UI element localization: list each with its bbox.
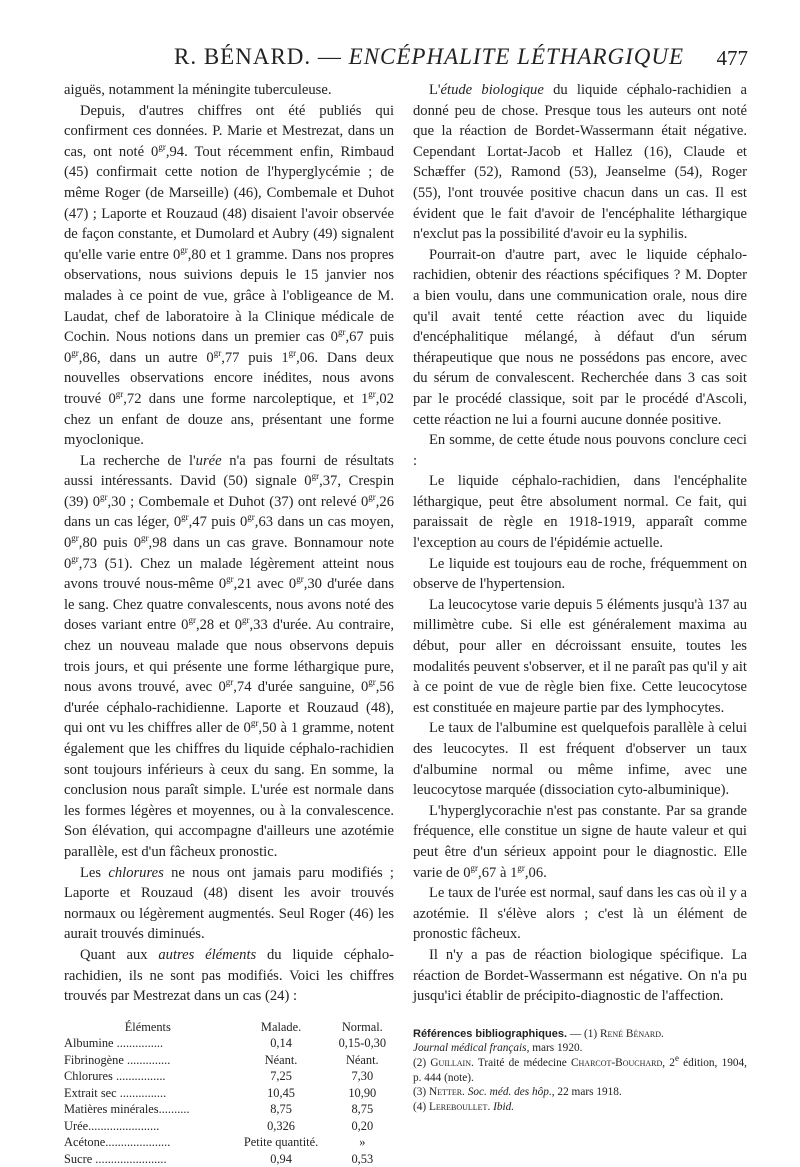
paragraph: aiguës, notamment la méningite tuberculeuse. bbox=[64, 82, 332, 98]
paragraph: L'hyperglycorachie n'est pas constante. Par sa grande fréquence, elle constitue un signe de haute valeur et qui peut être d'un sérieux appoint pour le diagnostic. Elle varie de $0^{gr},67$ à $1^{gr},06$. bbox=[413, 802, 747, 881]
page-number: 477 bbox=[716, 46, 748, 70]
paragraph: Le taux de l'albumine est quelquefois parallèle à celui des leucocytes. Il est fréquent d'observer un taux d'albumine normal ou même infime, avec une leucocytose marquée (dissociation cyto-albuminique). bbox=[413, 720, 747, 799]
paragraph: Pourrait-on d'autre part, avec le liquide céphalo-rachidien, obtenir des réactions spécifiques ? M. Dopter a bien voulu, dans une communication orale, nous dire qu'il avait tenté cette réaction avec du liquide d'encéphalitique mélangé, à défaut d'un sérum thérapeutique que nous ne possédons pas encore, avec du sérum de convalescent. Recherchée dans 3 cas soit par le procédé classique, soit par le procédé d'Ascoli, cette réaction ne lui a fourni aucune donnée positive. bbox=[413, 246, 747, 428]
paragraph: Le liquide est toujours eau de roche, fréquemment on observe de l'hypertension. bbox=[413, 555, 747, 593]
reference-item: Références bibliographiques. — (1) René Bénard. Journal médical français, mars 1920. bbox=[413, 1027, 664, 1055]
references-title: Références bibliographiques. bbox=[413, 1027, 568, 1040]
header-author: R. BÉNARD. — bbox=[174, 44, 349, 69]
table-header-row bbox=[64, 1019, 394, 1036]
table-row: Acétone..................... Petite quantité. » bbox=[64, 1135, 366, 1150]
table-row: Chlorures ................ 7,25 7,30 bbox=[64, 1069, 374, 1084]
csf-results-table bbox=[64, 1019, 394, 1167]
references bbox=[413, 1027, 747, 1115]
reference-item: (3) Netter. Soc. méd. des hôp., 22 mars 1918. bbox=[413, 1086, 622, 1099]
right-column bbox=[413, 80, 747, 1114]
paragraph: Le liquide céphalo-rachidien, dans l'encéphalite léthargique, peut être absolument normal. Ce fait, qui paraissait de règle en 1918-1919, apparaît comme l'exception au cours de l'épidémie actuelle. bbox=[413, 473, 747, 552]
left-column bbox=[64, 80, 394, 1167]
paragraph: Les chlorures ne nous ont jamais paru modifiés ; Laporte et Rouzaud (48) disent les avoir trouvés normaux ou légèrement augmentés. Seul Roger (46) les aurait trouvés diminués. bbox=[64, 864, 394, 943]
table-row: Fibrinogène .............. Néant. Néant. bbox=[64, 1052, 379, 1067]
reference-item: (4) Lereboullet. Ibid. bbox=[413, 1100, 515, 1113]
paragraph: Le taux de l'urée est normal, sauf dans les cas où il y a azotémie. Il s'élève alors ; c'est là un élément de pronostic fâcheux. bbox=[413, 885, 747, 943]
paragraph: La leucocytose varie depuis 5 éléments jusqu'à 137 au millimètre cube. Si elle est généralement maxima au début, pour aller en décroissant ensuite, toutes les modalités peuvent s'observer, et il ne paraît pas qu'il y ait à ce point de vue de règle bien fixe. Cette leucocytose est constituée en majeure partie par des lymphocytes. bbox=[413, 596, 747, 716]
paragraph: Il n'y a pas de réaction biologique spécifique. La réaction de Bordet-Wassermann est négative. On n'a pu jusqu'ici établir de précipito-diagnostic de l'affection. bbox=[413, 946, 747, 1005]
paragraph: La recherche de l'urée n'a pas fourni de résultats aussi intéressants. David (50) signale $0^{gr},37$, Crespin (39) $0^{gr},30$ ; Combemale et Duhot (37) ont relevé $0^{gr},26$ dans un cas léger, $0^{gr},47$ puis $0^{gr},63$ dans un cas moyen, $0^{gr},80$ puis $0^{gr},98$ dans un cas grave. Bonnamour note $0^{gr},73$ (51). Chez un malade légèrement atteint nous avons trouvé nous-même $0^{gr},21$ avec $0^{gr},30$ d'urée dans le sang. Chez quatre convalescents, nous avons noté des doses variant entre $0^{gr},28$ et $0^{gr},33$ d'urée. Au contraire, chez un nouveau malade que nous observons depuis trois jours, et qui présente une forme léthargique pure, nous avons trouvé, avec $0^{gr},74$ d'urée sanguine, $0^{gr},56$ d'urée céphalo-rachidienne. Laporte et Rouzaud (48), qui ont vu les chiffres aller de $0^{gr},50$ à 1 gramme, notent également que les chiffres du liquide céphalo-rachidien sont toujours inférieurs à ceux du sang. En somme, la conclusion nous paraît simple. L'urée est normale dans les formes légères et moyennes, ou à la convalescence. Son élévation, qui accompagne d'ailleurs une azotémie parallèle, est d'un fâcheux pronostic. bbox=[64, 452, 395, 860]
table-header: Malade. bbox=[260, 1019, 302, 1034]
table-header: Normal. bbox=[341, 1019, 383, 1034]
running-title bbox=[174, 44, 684, 70]
table-row: Sucre ....................... 0,94 0,53 bbox=[64, 1151, 374, 1166]
running-header bbox=[64, 44, 748, 76]
paragraph: Quant aux autres éléments du liquide céphalo-rachidien, ils ne sont pas modifiés. Voici les chiffres trouvés par Mestrezat dans un cas (24) : bbox=[64, 946, 394, 1005]
header-title: ENCÉPHALITE LÉTHARGIQUE bbox=[348, 44, 685, 69]
table-header: Éléments bbox=[124, 1019, 171, 1034]
table-row: Extrait sec ............... 10,45 10,90 bbox=[64, 1085, 377, 1100]
paragraph: Depuis, d'autres chiffres ont été publiés qui confirment ces données. P. Marie et Mestrezat, dans un cas, ont noté $0^{gr},94$. Tout récemment enfin, Rimbaud (45) confirmait cette notion de l'hyperglycémie ; de même Roger (de Marseille) (46), Combemale et Duhot (47) ; Laporte et Rouzaud (48) disaient l'avoir observée de façon constante, et Dumolard et Aubry (49) signalent qu'elle varie entre $0^{gr},80$ et 1 gramme. Dans nos propres observations, nous suivions depuis le 15 janvier nos malades à ce point de vue, grâce à l'obligeance de M. Laudat, chef de laboratoire à la Clinique médicale de Cochin. Nous notions dans un premier cas $0^{gr},67$ puis $0^{gr},86$, dans un autre $0^{gr},77$ puis $1^{gr},06$. Dans deux nouvelles observations encore inédites, nous avons trouvé $0^{gr},72$ dans une forme narcoleptique, et $1^{gr},02$ chez un enfant de douze ans, présentant une forme myoclonique. bbox=[64, 102, 394, 449]
table-row: Urée....................... 0,326 0,20 bbox=[64, 1118, 374, 1133]
paragraph: L'étude biologique du liquide céphalo-rachidien a donné peu de chose. Presque tous les auteurs ont noté que la réaction de Bordet-Wassermann était négative. Cependant Lortat-Jacob et Hallez (16), Claude et Schæffer (52), Ramond (53), Jeanselme (54), Roger (55), l'ont trouvée positive chacun dans un cas. Il est évident que le fait d'avoir de l'encéphalite léthargique n'exclut pas la possibilité d'avoir eu la syphilis. bbox=[413, 82, 747, 243]
table-row: Albumine ............... 0,14 0,15-0,30 bbox=[64, 1036, 387, 1051]
paragraph: En somme, de cette étude nous pouvons conclure ceci : bbox=[413, 432, 747, 469]
table-row: Matières minérales.......... 8,75 8,75 bbox=[64, 1102, 374, 1117]
reference-item: (2) Guillain. Traité de médecine Charcot-Bouchard, 2e édition, 1904, p. 444 (note). bbox=[413, 1053, 747, 1084]
